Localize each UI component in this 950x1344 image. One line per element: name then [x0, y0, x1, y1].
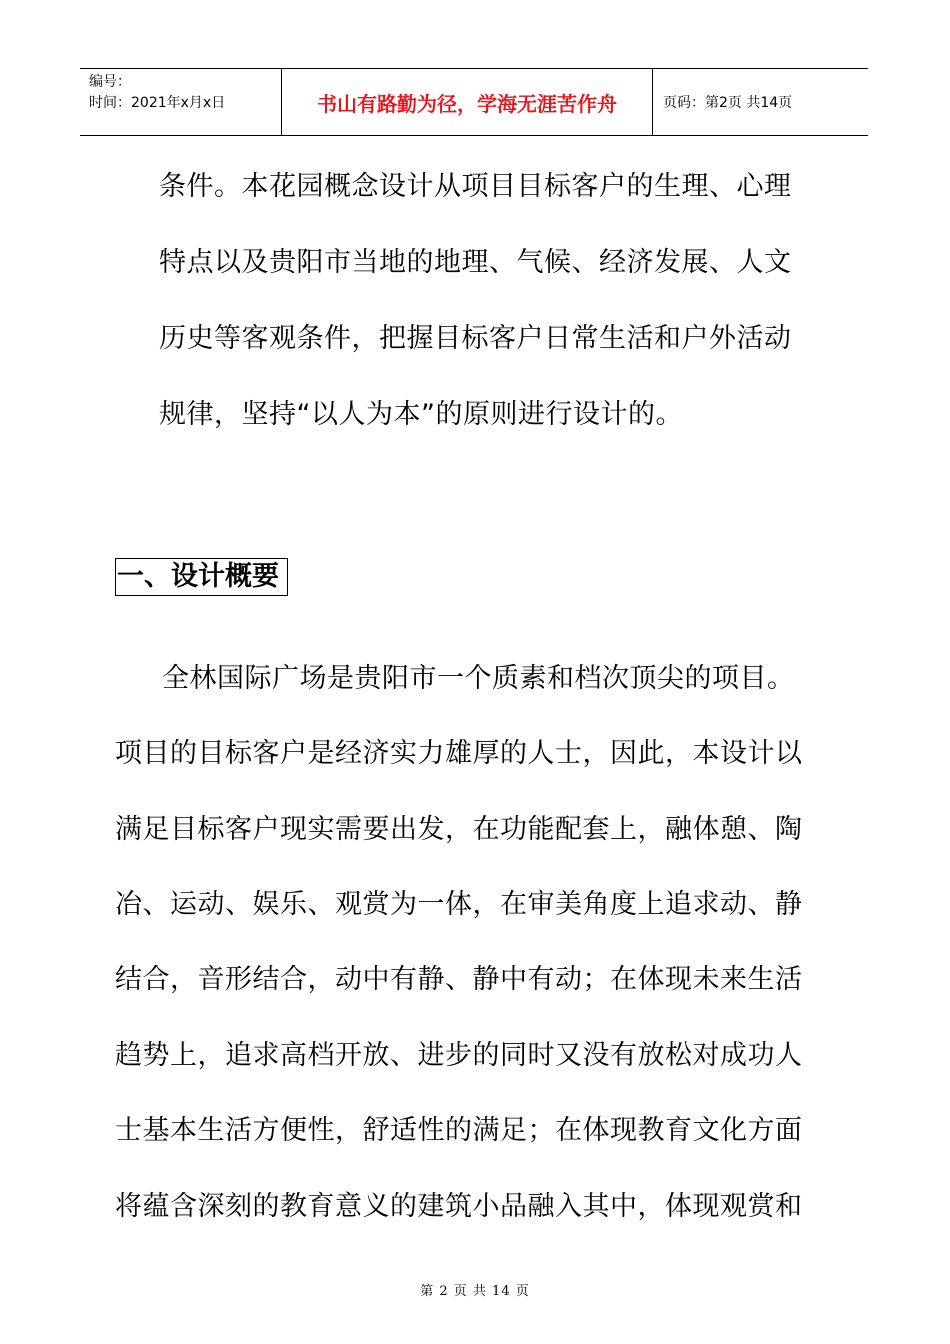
paragraph-line: 趋势上，追求高档开放、进步的同时又没有放松对成功人: [115, 1040, 803, 1071]
paragraph-line: 历史等客观条件，把握目标客户日常生活和户外活动: [159, 323, 792, 354]
paragraph-line: 条件。本花园概念设计从项目目标客户的生理、心理: [159, 171, 792, 202]
document-date: 时间：2021年x月x日: [89, 95, 226, 111]
paragraph-line: 全林国际广场是贵阳市一个质素和档次顶尖的项目。: [162, 663, 795, 694]
header-motto: 书山有路勤为径，学海无涯苦作舟: [281, 69, 653, 135]
page-footer: 第 2 页 共 14 页: [420, 1284, 530, 1299]
paragraph-line: 结合，音形结合，动中有静、静中有动；在体现未来生活: [115, 964, 803, 995]
document-number-label: 编号：: [89, 74, 131, 90]
paragraph-line: 特点以及贵阳市当地的地理、气候、经济发展、人文: [159, 247, 792, 278]
paragraph-line: 项目的目标客户是经济实力雄厚的人士，因此，本设计以: [115, 738, 803, 769]
paragraph-line: 将蕴含深刻的教育意义的建筑小品融入其中，体现观赏和: [115, 1191, 803, 1222]
header-meta: [80, 69, 281, 135]
paragraph-line: 冶、运动、娱乐、观赏为一体，在审美角度上追求动、静: [115, 889, 803, 920]
header-page-info: 页码：第2页 共14页: [663, 95, 793, 111]
paragraph-line: 规律，坚持“以人为本”的原则进行设计的。: [159, 399, 683, 430]
page-header: [80, 68, 868, 136]
section-heading: 一、设计概要: [115, 558, 288, 596]
paragraph-line: 满足目标客户现实需要出发，在功能配套上，融体憩、陶: [115, 814, 803, 845]
paragraph-line: 士基本生活方便性，舒适性的满足；在体现教育文化方面: [115, 1115, 803, 1146]
